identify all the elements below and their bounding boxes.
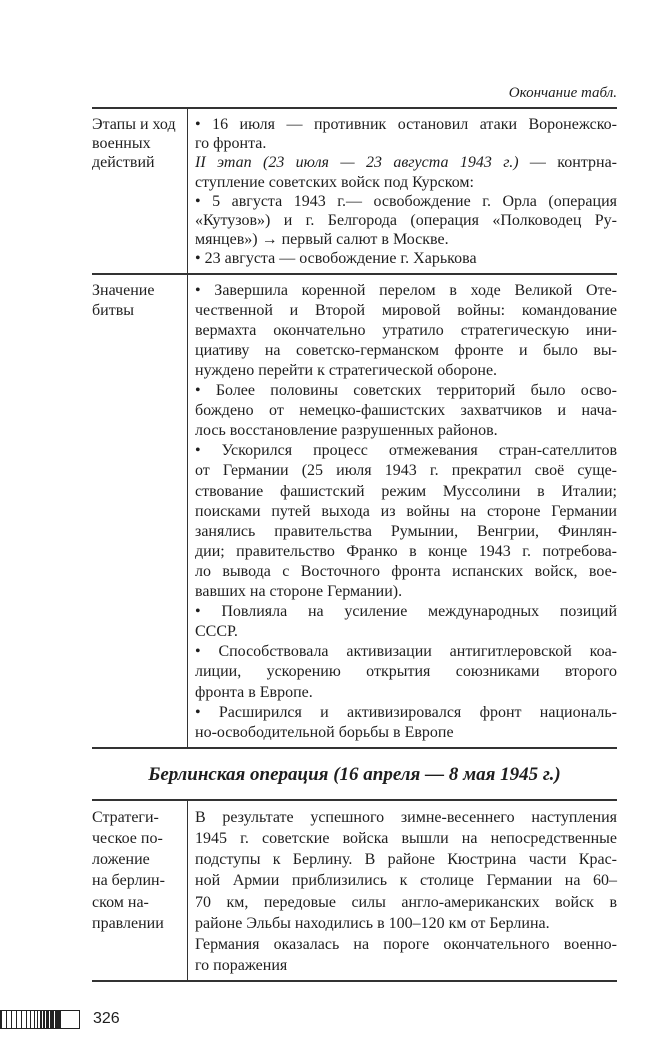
text-line: «Кутузов») и г. Белгорода (операция «Полководец Ру- <box>195 212 617 230</box>
continuation-label: Окончание табл. <box>508 85 617 101</box>
text-line: занялись правительства Румынии, Венгрии, Финлян- <box>195 522 617 540</box>
barcode-bar <box>55 1011 61 1028</box>
text-line <box>195 153 617 172</box>
text-line: циативу на советско-германском фронте и было вы- <box>195 341 617 359</box>
text-line: • 16 июля — противник остановил атаки Воронежско- <box>195 116 617 133</box>
row-label-line: Стратеги- <box>92 808 159 826</box>
row-label-line: битвы <box>92 301 134 319</box>
row-content <box>188 801 617 981</box>
row-label-line: на берлин- <box>92 872 165 890</box>
content-paragraph <box>195 381 617 441</box>
row-label <box>92 801 188 981</box>
text-line: • Повлияла на усиление международных позиций <box>195 603 617 621</box>
content-paragraph <box>195 642 617 702</box>
row-label <box>92 109 188 273</box>
row-label-line: Этапы и ход <box>92 116 176 133</box>
text-line: • Расширился и активизировался фронт националь- <box>195 703 617 721</box>
row-content <box>188 109 617 273</box>
text-line: • Завершила коренной перелом в ходе Великой Оте- <box>195 281 617 299</box>
row-label-line: ческое по- <box>92 829 163 847</box>
page-number: 326 <box>93 1010 120 1028</box>
text-line: СССР. <box>195 623 238 641</box>
table-kursk <box>92 107 617 749</box>
row-label-line: действий <box>92 154 155 172</box>
text-line: районе Эльбы находились в 100–120 км от Берлина. <box>195 914 550 932</box>
text-line: лиции, ускорению открытия союзниками второго <box>195 663 617 681</box>
italic-stage-label: II этап (23 июля — 23 августа 1943 г.) <box>195 154 519 172</box>
page-footer <box>92 1000 617 1040</box>
table-berlin <box>92 799 617 983</box>
content-paragraph <box>195 703 617 743</box>
content-paragraph <box>195 934 617 976</box>
table-row <box>92 801 617 983</box>
row-label-line: военных <box>92 135 151 153</box>
row-content <box>188 275 617 747</box>
content-paragraph <box>195 115 617 153</box>
content-paragraph <box>195 192 617 250</box>
text-line: ной Армии приблизились к столице Германии на 60– <box>195 872 617 890</box>
text-line: ствование фашистский режим Муссолини в Италии; <box>195 482 617 500</box>
content-paragraph <box>195 602 617 642</box>
text-line: бождено от немецко-фашистских захватчиков и нача- <box>195 402 617 420</box>
text-line: В результате успешного зимне-весеннего наступления <box>195 808 617 826</box>
content-paragraph <box>195 807 617 934</box>
row-label-line: Значение <box>92 281 155 299</box>
text-line: • Более половины советских территорий было осво- <box>195 382 617 400</box>
text-line: ступление советских войск под Курском: <box>195 173 474 191</box>
text-line: фронта в Европе. <box>195 683 313 701</box>
text-line: нуждено перейти к стратегической обороне. <box>195 362 498 379</box>
text-line: го фронта. <box>195 135 267 153</box>
content-paragraph <box>195 441 617 602</box>
row-label <box>92 275 188 747</box>
content-paragraph <box>195 281 617 381</box>
table-row <box>92 275 617 749</box>
text-line: поисками путей выхода из войны на стороне Германии <box>195 502 617 520</box>
text-line: ло вывода с Восточного фронта испанских войск, вое- <box>195 562 617 580</box>
text-line: от Германии (25 июля 1943 г. прекратил своё суще- <box>195 462 617 480</box>
text-run: — контрна- <box>518 154 618 172</box>
text-line: • 23 августа — освобождение г. Харькова <box>195 250 477 268</box>
text-line: дии; правительство Франко в конце 1943 г. потребова- <box>195 542 617 560</box>
text-line: но-освободительной борьбы в Европе <box>195 723 454 741</box>
text-line: лось восстановление разрушенных районов. <box>195 422 498 440</box>
section-heading: Берлинская операция (16 апреля — 8 мая 1945 г.) <box>148 763 561 785</box>
text-line: • 5 августа 1943 г.— освобождение г. Орла (операция <box>195 192 617 210</box>
row-label-line: ложение <box>92 851 150 869</box>
text-line: • Ускорился процесс отмежевания стран-сателлитов <box>195 442 617 460</box>
text-line: • Способствовала активизации антигитлеровской коа- <box>195 643 617 661</box>
row-label-line: ском на- <box>92 893 149 911</box>
text-line: вермахта окончательно утратило стратегическую ини- <box>195 321 617 339</box>
text-line: чественной и Второй мировой войны: командование <box>195 301 617 319</box>
page-barcode-decoration <box>0 1010 80 1029</box>
content-paragraph <box>195 249 617 268</box>
text-line: 70 км, передовые силы англо-американских войск в <box>195 893 617 911</box>
text-line: 1945 г. советские войска вышли на непосредственные <box>195 829 617 847</box>
text-line: мянцев») → первый салют в Москве. <box>195 231 449 249</box>
table-row <box>92 109 617 275</box>
text-line: Германия оказалась на пороге окончательного военно- <box>195 936 617 953</box>
row-label-line: правлении <box>92 914 164 932</box>
text-line: подступы к Берлину. В районе Кюстрина части Крас- <box>195 851 617 869</box>
text-line: го поражения <box>195 957 288 975</box>
text-line: вавших на стороне Германии). <box>195 583 403 601</box>
content-paragraph <box>195 153 617 191</box>
